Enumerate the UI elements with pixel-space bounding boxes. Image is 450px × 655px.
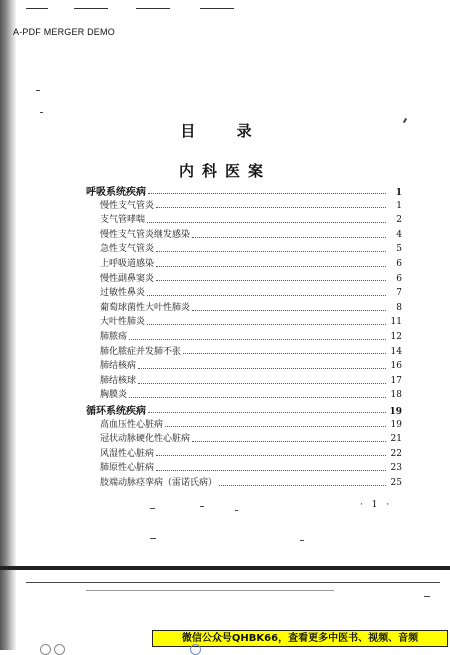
- toc-leader-dots: [192, 304, 386, 311]
- toc-entry-label: 支气管哮喘: [100, 215, 146, 226]
- toc-page-number: 5: [396, 244, 402, 255]
- toc-page-number: 19: [389, 406, 402, 417]
- toc-entry-label: 肺结核球: [100, 375, 137, 386]
- toc-entry-label: 风湿性心脏病: [100, 448, 155, 459]
- toc-page-number: 22: [390, 448, 402, 459]
- toc-entry-label: 肺结核病: [100, 361, 137, 372]
- toc-leader-dots: [192, 231, 386, 238]
- toc-entry-label: 上呼吸道感染: [100, 258, 155, 269]
- toc-leader-dots: [148, 406, 386, 413]
- toc-page-number: 6: [396, 258, 402, 269]
- toc-page-number: 25: [390, 477, 402, 488]
- toc-entry-row: [86, 431, 402, 446]
- toc-page-number: 19: [390, 419, 402, 430]
- toc-entry-label: 循环系统疾病: [86, 405, 146, 417]
- toc-entry-label: 呼吸系统疾病: [86, 187, 146, 198]
- demo-watermark: A-PDF MERGER DEMO: [13, 27, 115, 37]
- toc-entry-row: [86, 344, 402, 359]
- promo-banner: 微信公众号QHBK66，查看更多中医书、视频、音频: [152, 630, 448, 647]
- toc-page-number: 11: [390, 317, 402, 328]
- toc-entry-label: 慢性副鼻窦炎: [100, 273, 155, 284]
- toc-entry-row: [86, 198, 402, 213]
- table-of-contents: [86, 183, 402, 489]
- toc-leader-dots: [148, 187, 386, 194]
- toc-page-number: 12: [390, 331, 402, 342]
- toc-leader-dots: [147, 289, 386, 296]
- toc-entry-label: 高血压性心脏病: [100, 419, 164, 430]
- toc-entry-label: 急性支气管炎: [100, 244, 155, 255]
- toc-entry-label: 肺原性心脏病: [100, 463, 155, 474]
- toc-leader-dots: [147, 318, 386, 325]
- toc-entry-row: [86, 212, 402, 227]
- toc-page-number: 16: [390, 361, 402, 372]
- toc-leader-dots: [147, 216, 386, 223]
- toc-leader-dots: [138, 362, 386, 369]
- toc-page-number: 18: [390, 390, 402, 401]
- toc-leader-dots: [165, 420, 386, 427]
- next-page-rule-2: [86, 590, 334, 591]
- toc-page-number: 17: [390, 375, 402, 386]
- toc-entry-row: [86, 227, 402, 242]
- page-number: · 1 ·: [360, 500, 393, 510]
- toc-entry-row: [86, 314, 402, 329]
- toc-entry-row: [86, 256, 402, 271]
- toc-entry-row: [86, 460, 402, 475]
- toc-entry-label: 肺脓疡: [100, 331, 128, 342]
- toc-page-number: 14: [390, 346, 402, 357]
- toc-entry-row: [86, 475, 402, 490]
- toc-leader-dots: [129, 333, 386, 340]
- toc-leader-dots: [183, 347, 386, 354]
- toc-entry-label: 过敏性鼻炎: [100, 288, 146, 299]
- section-heading: 内科医案: [178, 162, 271, 180]
- toc-entry-label: 肺化脓症并发肺不张: [100, 346, 182, 357]
- next-page-mark: [424, 596, 430, 597]
- toc-page-number: 6: [396, 273, 402, 284]
- toc-entry-row: [86, 387, 402, 402]
- toc-entry-row: [86, 285, 402, 300]
- toc-entry-row: [86, 373, 402, 388]
- toc-page-number: 21: [390, 434, 402, 445]
- toc-entry-row: [86, 241, 402, 256]
- toc-entry-row: [86, 446, 402, 461]
- page-title: 目 录: [180, 122, 270, 140]
- toc-leader-dots: [138, 377, 386, 384]
- toc-page-number: 23: [390, 463, 402, 474]
- toc-leader-dots: [129, 391, 386, 398]
- toc-entry-row: [86, 271, 402, 286]
- toc-leader-dots: [156, 245, 386, 252]
- toc-leader-dots: [156, 464, 386, 471]
- toc-entry-label: 胸膜炎: [100, 390, 128, 401]
- toc-entry-row: [86, 417, 402, 432]
- toc-page-number: 7: [396, 288, 402, 299]
- toc-entry-label: 肢端动脉痉挛病（雷诺氏病）: [100, 477, 218, 488]
- toc-entry-label: 葡萄球菌性大叶性肺炎: [100, 302, 191, 313]
- toc-leader-dots: [156, 201, 386, 208]
- next-page-rule: [26, 582, 440, 583]
- toc-entry-label: 慢性支气管炎: [100, 200, 155, 211]
- toc-leader-dots: [192, 435, 386, 442]
- toc-entry-row: [86, 358, 402, 373]
- toc-page-number: 1: [396, 200, 402, 211]
- toc-page-number: 2: [396, 215, 402, 226]
- toc-leader-dots: [156, 260, 386, 267]
- viewer-left-shadow: [0, 0, 16, 650]
- toc-entry-label: 大叶性肺炎: [100, 317, 146, 328]
- toc-leader-dots: [219, 479, 386, 486]
- toc-entry-label: 冠状动脉硬化性心脏病: [100, 434, 191, 445]
- toc-page-number: 4: [396, 229, 402, 240]
- toc-page-number: 8: [396, 302, 402, 313]
- toc-entry-label: 慢性支气管炎继发感染: [100, 229, 191, 240]
- toc-category-row: [86, 402, 402, 417]
- toc-category-row: [86, 183, 402, 198]
- toc-leader-dots: [156, 449, 386, 456]
- toc-entry-row: [86, 329, 402, 344]
- toc-entry-row: [86, 300, 402, 315]
- toc-page-number: 1: [395, 188, 402, 198]
- toc-leader-dots: [156, 274, 386, 281]
